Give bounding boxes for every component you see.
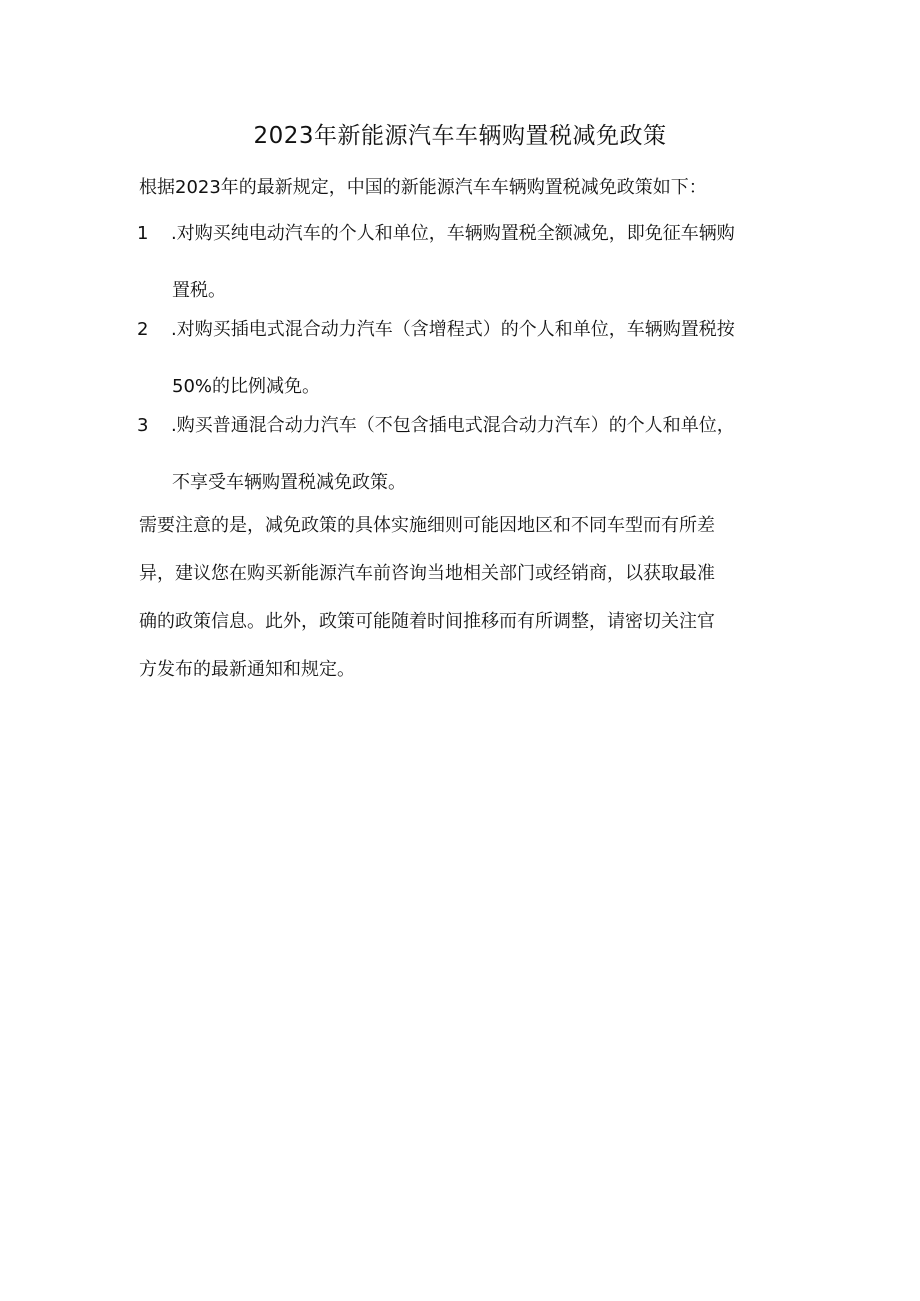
note-line: 确的政策信息。此外，政策可能随着时间推移而有所调整，请密切关注官 xyxy=(139,611,715,632)
policy-item-line: 置税。 xyxy=(172,280,226,301)
note-paragraph xyxy=(139,511,799,703)
policy-item-line: .对购买插电式混合动力汽车（含增程式）的个人和单位，车辆购置税按 xyxy=(171,319,735,340)
policy-item-line: .购买普通混合动力汽车（不包含插电式混合动力汽车）的个人和单位， xyxy=(171,415,735,436)
note-line: 异，建议您在购买新能源汽车前咨询当地相关部门或经销商，以获取最准 xyxy=(139,563,715,584)
policy-item-text xyxy=(161,403,801,517)
policy-item-number: 2 xyxy=(137,319,149,340)
policy-item-number: 1 xyxy=(137,223,149,244)
policy-item-line: .对购买纯电动汽车的个人和单位，车辆购置税全额减免，即免征车辆购 xyxy=(171,223,735,244)
note-line: 方发布的最新通知和规定。 xyxy=(139,659,355,680)
policy-item-number: 3 xyxy=(137,415,149,436)
document-title: 2023年新能源汽车车辆购置税减免政策 xyxy=(253,123,667,149)
intro-paragraph: 根据2023年的最新规定，中国的新能源汽车车辆购置税减免政策如下： xyxy=(139,177,707,198)
policy-item-line: 50%的比例减免。 xyxy=(172,376,321,397)
policy-item-line: 不享受车辆购置税减免政策。 xyxy=(172,472,406,493)
note-line: 需要注意的是，减免政策的具体实施细则可能因地区和不同车型而有所差 xyxy=(139,515,715,536)
